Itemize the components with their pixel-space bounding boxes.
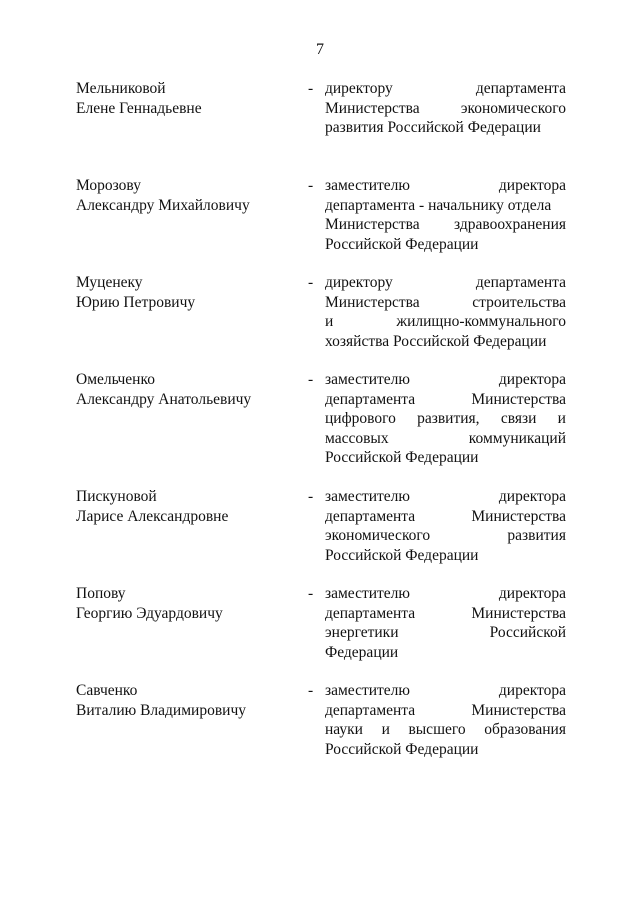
position-word: Российской Федерации bbox=[325, 740, 479, 758]
position-line bbox=[325, 176, 566, 196]
person-given-names: Александру Михайловичу bbox=[76, 196, 250, 214]
position-word: заместителю bbox=[325, 488, 410, 505]
position-line bbox=[325, 429, 566, 449]
position-title bbox=[325, 681, 566, 759]
position-word: Министерства bbox=[325, 293, 420, 311]
appointment-entry bbox=[0, 584, 640, 681]
position-word: директора bbox=[498, 177, 566, 194]
position-word: заместителю bbox=[325, 177, 410, 194]
separator-dash: - bbox=[308, 682, 314, 699]
position-word: департамента bbox=[325, 604, 416, 622]
position-word: экономического bbox=[460, 99, 566, 117]
separator-dash: - bbox=[308, 274, 314, 291]
position-word: развития bbox=[507, 527, 566, 544]
position-title bbox=[325, 584, 566, 662]
person-surname: Муценеку bbox=[76, 274, 143, 291]
position-word: и bbox=[557, 410, 566, 427]
position-word: директора bbox=[498, 488, 566, 505]
position-title bbox=[325, 79, 566, 138]
position-line bbox=[325, 99, 566, 119]
position-word: Российской bbox=[489, 624, 566, 641]
position-word: образования bbox=[484, 721, 566, 738]
position-line bbox=[325, 312, 566, 332]
position-word: департамента - начальнику отдела bbox=[325, 196, 552, 214]
person-name bbox=[76, 273, 301, 312]
person-given-names: Георгию Эдуардовичу bbox=[76, 604, 223, 622]
position-word: Министерства bbox=[471, 701, 566, 719]
position-word: энергетики bbox=[325, 624, 399, 641]
position-word: жилищно-коммунального bbox=[396, 313, 566, 330]
position-word: экономического bbox=[325, 527, 431, 544]
position-line bbox=[325, 720, 566, 740]
position-word: Министерства bbox=[325, 216, 420, 233]
appointment-entry bbox=[0, 176, 640, 273]
position-word: развития, bbox=[417, 410, 480, 427]
separator-dash: - bbox=[308, 177, 314, 194]
position-line bbox=[325, 293, 566, 313]
position-word: Министерства bbox=[325, 99, 420, 117]
position-word: заместителю bbox=[325, 585, 410, 602]
position-word: директора bbox=[498, 585, 566, 602]
person-surname: Савченко bbox=[76, 682, 138, 699]
position-line bbox=[325, 332, 566, 352]
position-word: хозяйства Российской Федерации bbox=[325, 332, 547, 350]
appointment-entry bbox=[0, 487, 640, 584]
position-word: Российской Федерации bbox=[325, 449, 479, 466]
position-word: Российской Федерации bbox=[325, 235, 479, 253]
appointment-list bbox=[0, 79, 640, 778]
appointment-entry bbox=[0, 79, 640, 176]
position-word: и bbox=[381, 721, 390, 738]
position-line bbox=[325, 546, 566, 566]
person-surname: Омельченко bbox=[76, 371, 155, 388]
position-line bbox=[325, 196, 566, 216]
position-word: директора bbox=[498, 371, 566, 388]
appointment-entry bbox=[0, 681, 640, 778]
position-word: Федерации bbox=[325, 643, 399, 661]
person-surname: Попову bbox=[76, 585, 126, 602]
position-line bbox=[325, 526, 566, 546]
position-word: директору bbox=[325, 274, 393, 291]
person-name bbox=[76, 681, 301, 720]
position-word: развития Российской Федерации bbox=[325, 119, 541, 136]
position-word: строительства bbox=[472, 293, 566, 311]
position-word: связи bbox=[500, 410, 537, 427]
position-word: здравоохранения bbox=[454, 216, 566, 233]
position-line bbox=[325, 235, 566, 255]
position-line bbox=[325, 740, 566, 760]
person-name bbox=[76, 79, 301, 118]
separator-dash: - bbox=[308, 585, 314, 602]
position-line bbox=[325, 701, 566, 721]
position-word: департамента bbox=[325, 390, 416, 408]
position-line bbox=[325, 584, 566, 604]
position-line bbox=[325, 118, 566, 138]
person-surname: Мельниковой bbox=[76, 80, 166, 97]
position-line bbox=[325, 681, 566, 701]
position-line bbox=[325, 390, 566, 410]
position-line bbox=[325, 643, 566, 663]
person-name bbox=[76, 370, 301, 409]
position-word: департамента bbox=[325, 507, 416, 525]
position-line bbox=[325, 370, 566, 390]
person-given-names: Ларисе Александровне bbox=[76, 507, 229, 525]
separator-dash: - bbox=[308, 488, 314, 505]
person-given-names: Виталию Владимировичу bbox=[76, 701, 246, 719]
position-line bbox=[325, 604, 566, 624]
person-given-names: Юрию Петровичу bbox=[76, 293, 196, 311]
position-title bbox=[325, 370, 566, 468]
position-word: Министерства bbox=[471, 507, 566, 525]
position-line bbox=[325, 409, 566, 429]
position-word: заместителю bbox=[325, 371, 410, 388]
person-name bbox=[76, 487, 301, 526]
position-word: департамента bbox=[475, 80, 566, 97]
position-title bbox=[325, 487, 566, 565]
appointment-entry bbox=[0, 370, 640, 487]
position-word: коммуникаций bbox=[468, 429, 566, 447]
position-line bbox=[325, 448, 566, 468]
position-word: департамента bbox=[325, 701, 416, 719]
position-line bbox=[325, 215, 566, 235]
position-word: науки bbox=[325, 721, 363, 738]
page-number: 7 bbox=[316, 41, 324, 58]
person-surname: Морозову bbox=[76, 177, 141, 194]
position-title bbox=[325, 273, 566, 351]
position-line bbox=[325, 507, 566, 527]
position-word: Министерства bbox=[471, 604, 566, 622]
position-line bbox=[325, 79, 566, 99]
position-word: массовых bbox=[325, 429, 389, 447]
person-given-names: Александру Анатольевичу bbox=[76, 390, 252, 408]
position-word: цифрового bbox=[325, 410, 396, 427]
person-name bbox=[76, 584, 301, 623]
position-title bbox=[325, 176, 566, 254]
separator-dash: - bbox=[308, 80, 314, 97]
position-word: и bbox=[325, 313, 334, 330]
position-word: заместителю bbox=[325, 682, 410, 699]
position-line bbox=[325, 487, 566, 507]
position-word: Российской Федерации bbox=[325, 546, 479, 564]
appointment-entry bbox=[0, 273, 640, 370]
position-word: директора bbox=[498, 682, 566, 699]
position-line bbox=[325, 273, 566, 293]
person-name bbox=[76, 176, 301, 215]
person-given-names: Елене Геннадьевне bbox=[76, 99, 202, 117]
position-word: Министерства bbox=[471, 390, 566, 408]
position-word: высшего bbox=[408, 721, 466, 738]
position-line bbox=[325, 623, 566, 643]
person-surname: Пискуновой bbox=[76, 488, 157, 505]
position-word: директору bbox=[325, 80, 393, 97]
separator-dash: - bbox=[308, 371, 314, 388]
position-word: департамента bbox=[475, 274, 566, 291]
